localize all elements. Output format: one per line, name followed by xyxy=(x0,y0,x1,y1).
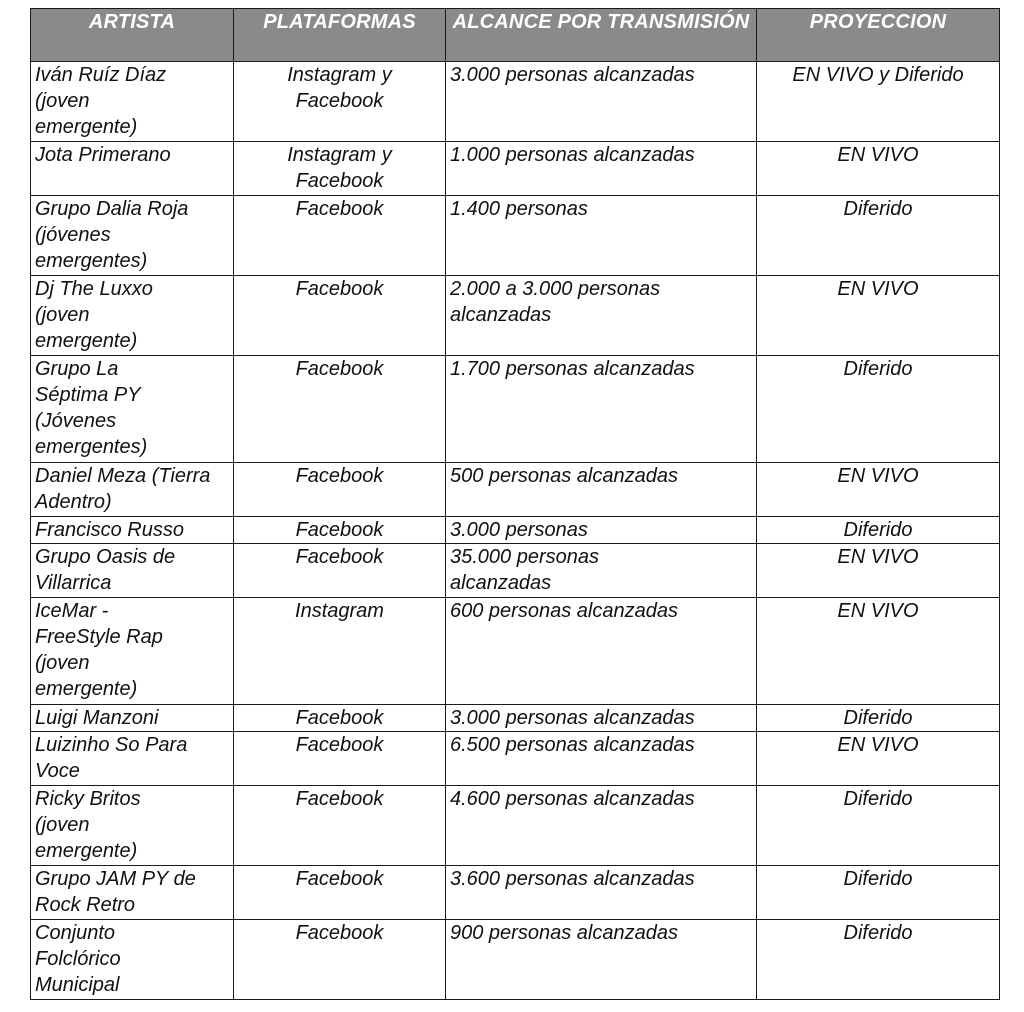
reach-cell: 4.600 personas alcanzadas xyxy=(446,786,757,866)
reach-cell: 3.600 personas alcanzadas xyxy=(446,866,757,920)
artist-cell: Jota Primerano xyxy=(31,142,234,196)
projection-cell: EN VIVO xyxy=(757,142,1000,196)
artist-cell: Luizinho So Para Voce xyxy=(31,732,234,786)
table-body xyxy=(31,62,1000,1000)
projection-cell: Diferido xyxy=(757,356,1000,463)
reach-cell: 2.000 a 3.000 personas alcanzadas xyxy=(446,276,757,356)
projection-cell: Diferido xyxy=(757,705,1000,732)
projection-cell: EN VIVO xyxy=(757,598,1000,705)
platform-cell: Facebook xyxy=(234,196,446,276)
table-row xyxy=(31,276,1000,356)
platform-cell: Facebook xyxy=(234,356,446,463)
reach-cell: 500 personas alcanzadas xyxy=(446,463,757,517)
cropped-heading-fragment xyxy=(0,0,1024,8)
platform-cell: Facebook xyxy=(234,920,446,1000)
platform-cell: Instagram xyxy=(234,598,446,705)
platform-cell: Facebook xyxy=(234,705,446,732)
artist-cell: Dj The Luxxo (joven emergente) xyxy=(31,276,234,356)
platform-cell: Facebook xyxy=(234,732,446,786)
projection-cell: Diferido xyxy=(757,517,1000,544)
header-platforms: PLATAFORMAS xyxy=(234,9,446,62)
header-reach: ALCANCE POR TRANSMISIÓN xyxy=(446,9,757,62)
artist-cell: Grupo Oasis de Villarrica xyxy=(31,544,234,598)
reach-cell: 1.000 personas alcanzadas xyxy=(446,142,757,196)
platform-cell: Facebook xyxy=(234,517,446,544)
platform-cell: Facebook xyxy=(234,866,446,920)
reach-cell: 35.000 personas alcanzadas xyxy=(446,544,757,598)
table-row xyxy=(31,786,1000,866)
table-row xyxy=(31,598,1000,705)
projection-cell: EN VIVO xyxy=(757,732,1000,786)
platform-cell: Facebook xyxy=(234,276,446,356)
reach-cell: 3.000 personas xyxy=(446,517,757,544)
reach-cell: 3.000 personas alcanzadas xyxy=(446,705,757,732)
artist-cell: Grupo La Séptima PY (Jóvenes emergentes) xyxy=(31,356,234,463)
table-row xyxy=(31,705,1000,732)
header-row xyxy=(31,9,1000,62)
projection-cell: EN VIVO xyxy=(757,276,1000,356)
artist-cell: Grupo Dalia Roja (jóvenes emergentes) xyxy=(31,196,234,276)
artist-cell: Iván Ruíz Díaz (joven emergente) xyxy=(31,62,234,142)
projection-cell: EN VIVO y Diferido xyxy=(757,62,1000,142)
table-row xyxy=(31,142,1000,196)
reach-cell: 1.400 personas xyxy=(446,196,757,276)
platform-cell: Facebook xyxy=(234,544,446,598)
platform-cell: Facebook xyxy=(234,786,446,866)
artist-cell: Grupo JAM PY de Rock Retro xyxy=(31,866,234,920)
artist-cell: Luigi Manzoni xyxy=(31,705,234,732)
platform-cell: Instagram y Facebook xyxy=(234,62,446,142)
platform-cell: Facebook xyxy=(234,463,446,517)
header-artist: ARTISTA xyxy=(31,9,234,62)
table-row xyxy=(31,196,1000,276)
reach-cell: 1.700 personas alcanzadas xyxy=(446,356,757,463)
header-projection: PROYECCION xyxy=(757,9,1000,62)
artist-cell: Francisco Russo xyxy=(31,517,234,544)
table-row xyxy=(31,517,1000,544)
projection-cell: Diferido xyxy=(757,866,1000,920)
table-row xyxy=(31,544,1000,598)
table-row xyxy=(31,732,1000,786)
table-row xyxy=(31,62,1000,142)
reach-cell: 600 personas alcanzadas xyxy=(446,598,757,705)
projection-cell: Diferido xyxy=(757,786,1000,866)
artists-table xyxy=(30,8,1000,1000)
artist-cell: Ricky Britos (joven emergente) xyxy=(31,786,234,866)
table-row xyxy=(31,463,1000,517)
table-row xyxy=(31,866,1000,920)
reach-cell: 3.000 personas alcanzadas xyxy=(446,62,757,142)
artist-cell: Conjunto Folclórico Municipal xyxy=(31,920,234,1000)
table-row xyxy=(31,356,1000,463)
reach-cell: 6.500 personas alcanzadas xyxy=(446,732,757,786)
platform-cell: Instagram y Facebook xyxy=(234,142,446,196)
table-row xyxy=(31,920,1000,1000)
table-header xyxy=(31,9,1000,62)
reach-cell: 900 personas alcanzadas xyxy=(446,920,757,1000)
projection-cell: Diferido xyxy=(757,196,1000,276)
projection-cell: EN VIVO xyxy=(757,463,1000,517)
projection-cell: Diferido xyxy=(757,920,1000,1000)
projection-cell: EN VIVO xyxy=(757,544,1000,598)
artist-cell: Daniel Meza (Tierra Adentro) xyxy=(31,463,234,517)
artist-cell: IceMar - FreeStyle Rap (joven emergente) xyxy=(31,598,234,705)
